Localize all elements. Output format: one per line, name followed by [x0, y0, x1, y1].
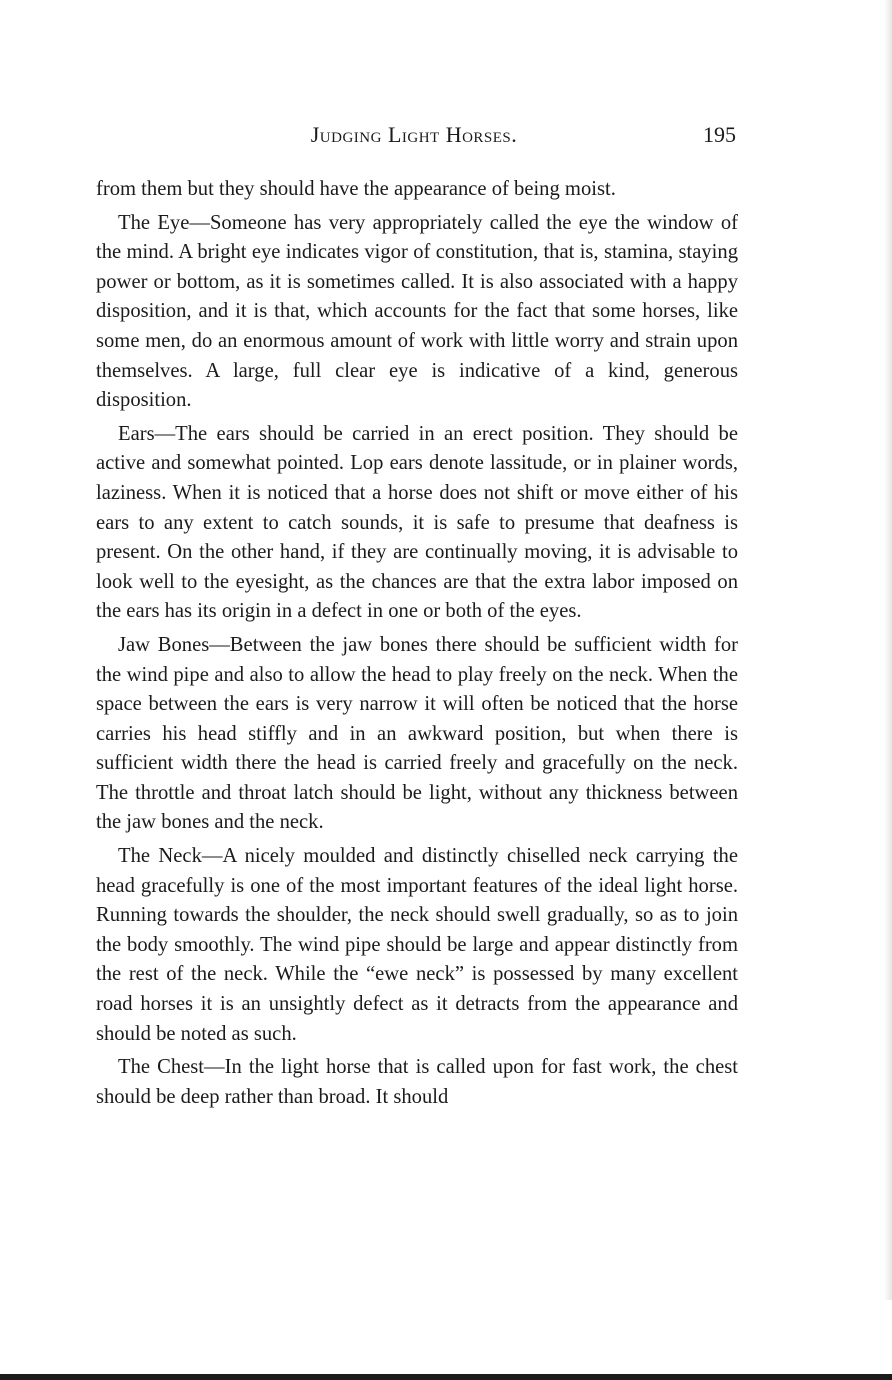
page-header: [96, 118, 736, 152]
running-title: Judging Light Horses.: [310, 122, 518, 147]
page-edge-shadow: [884, 0, 892, 1300]
bottom-scan-border: [0, 1374, 892, 1380]
paragraph-the-chest: The Chest—In the light horse that is called upon for fast work, the chest should be deep rather than broad. It should: [96, 1056, 738, 1108]
paragraph-jaw-bones: Jaw Bones—Between the jaw bones there should be sufficient width for the wind pipe and also to allow the head to play freely on the neck. When the space between the ears is very narrow it will often be noticed that the horse carries his head stiffly and in an awkward position, but when there is sufficient width there the head is carried freely and gracefully on the neck. The throttle and throat latch should be light, without any thickness between the jaw bones and the neck.: [96, 633, 738, 834]
paragraph-the-neck: The Neck—A nicely moulded and distinctly chiselled neck carrying the head gracefully is one of the most important features of the ideal light horse. Running towards the shoulder, the neck should swell gradually, so as to join the body smoothly. The wind pipe should be large and appear distinctly from the rest of the neck. While the “ewe neck” is possessed by many excellent road horses it is an unsightly defect as it detracts from the appearance and should be noted as such.: [96, 845, 738, 1045]
page-number: 195: [703, 122, 736, 147]
paragraph-ears: Ears—The ears should be carried in an erect position. They should be active and somewhat pointed. Lop ears denote lassitude, or in plainer words, laziness. When it is noticed that a horse does not shift or move either of his ears to any extent to catch sounds, it is safe to presume that deafness is present. On the other hand, if they are continually moving, it is advisable to look well to the eyesight, as the chances are that the extra labor imposed on the ears has its origin in a defect in one or both of the eyes.: [96, 422, 738, 623]
body-text: [96, 175, 738, 1112]
paragraph-the-eye: The Eye—Someone has very appropriately called the eye the window of the mind. A bright eye indicates vigor of constitution, that is, stamina, staying power or bottom, as it is sometimes called. It is also associated with a happy disposition, and it is that, which accounts for the fact that some horses, like some men, do an enormous amount of work with little worry and strain upon themselves. A large, full clear eye is indicative of a kind, generous disposition.: [96, 211, 738, 412]
paragraph-continuation: from them but they should have the appearance of being moist.: [96, 178, 616, 200]
